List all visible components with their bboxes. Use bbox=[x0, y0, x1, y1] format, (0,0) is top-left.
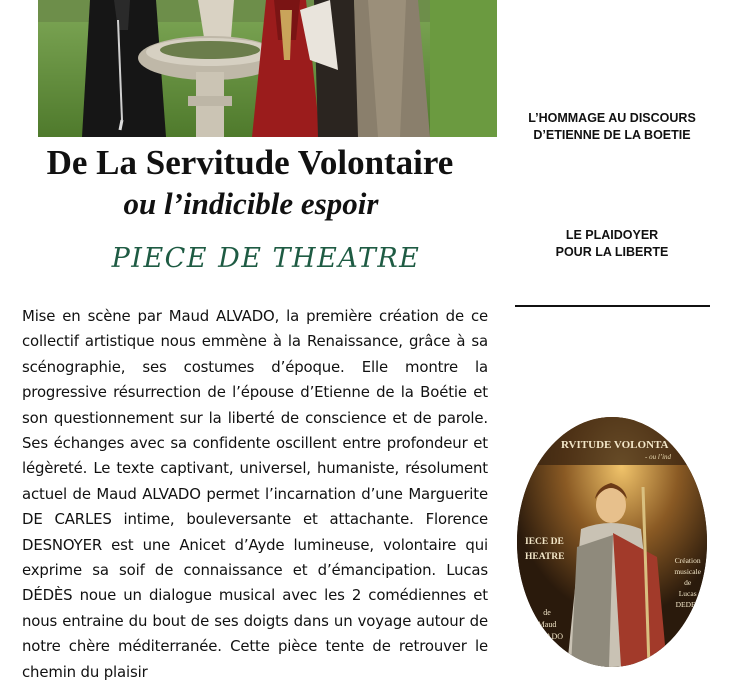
tagline-plaidoyer bbox=[512, 227, 712, 260]
poster-author-line-1: de bbox=[543, 608, 551, 617]
poster-credit-line-3: de bbox=[684, 578, 692, 587]
poster-author-line-3: ALVADO bbox=[531, 632, 564, 641]
poster-credits-author bbox=[531, 607, 563, 643]
header-photo bbox=[38, 0, 497, 137]
poster-credit-line-4: Lucas bbox=[678, 589, 697, 598]
description-paragraph: Mise en scène par Maud ALVADO, la première création de ce collectif artistique nous emmène à la Renaissance, grâce à sa scénographie, ses costumes d’époque. Elle montre la progressive résurrection de l’épouse d’Etienne de la Boétie et son questionnement sur la liberté de conscience et de parole. Ses échanges avec sa confidente oscillent entre profondeur et légèreté. Le texte captivant, universel, humaniste, résolument actuel de Maud ALVADO permet l’incarnation d’une Marguerite DE CARLES intime, bouleversante et attachante. Florence DESNOYER est une Anicet d’Ayde lumineuse, volontaire qui exprime sa soif de connaissance et d’émancipation. Lucas DÉDÈS noue un dialogue musical avec les 2 comédiennes et nous entraine du bout de ses doigts dans un voyage autour de notre chère méditerranée. Cette pièce tente de retrouver le chemin du plaisir bbox=[22, 307, 488, 681]
poster-credit-line-5: DEDES bbox=[675, 600, 700, 609]
poster-subtitle: - ou l’ind bbox=[645, 453, 672, 461]
section-divider bbox=[515, 305, 710, 307]
poster-credits-music bbox=[674, 555, 701, 610]
poster-genre-line-1: IECE DE bbox=[525, 537, 564, 547]
poster-credit-line-2: musicale bbox=[674, 567, 701, 576]
costumed-actors-illustration bbox=[38, 0, 497, 137]
poster-genre bbox=[525, 535, 564, 565]
tagline-plaidoyer-line-2: POUR LA LIBERTE bbox=[555, 244, 669, 259]
poster-title: RVITUDE VOLONTA bbox=[561, 439, 669, 451]
genre-heading: PIECE DE THEATRE bbox=[111, 243, 421, 274]
play-poster bbox=[517, 417, 707, 667]
tagline-plaidoyer-line-1: LE PLAIDOYER bbox=[565, 228, 659, 242]
tagline-hommage-line-1: L’HOMMAGE AU DISCOURS bbox=[528, 111, 696, 125]
poster-credit-line-1: Création bbox=[674, 556, 701, 565]
document-title: De La Servitude Volontaire bbox=[46, 143, 454, 182]
tagline-hommage-line-2: D’ETIENNE DE LA BOETIE bbox=[533, 127, 691, 142]
tagline-hommage bbox=[512, 110, 712, 143]
poster-genre-line-2: HEATRE bbox=[525, 552, 565, 562]
poster-author-line-2: Maud bbox=[537, 620, 557, 629]
document-subtitle: ou l’indicible espoir bbox=[123, 186, 379, 221]
